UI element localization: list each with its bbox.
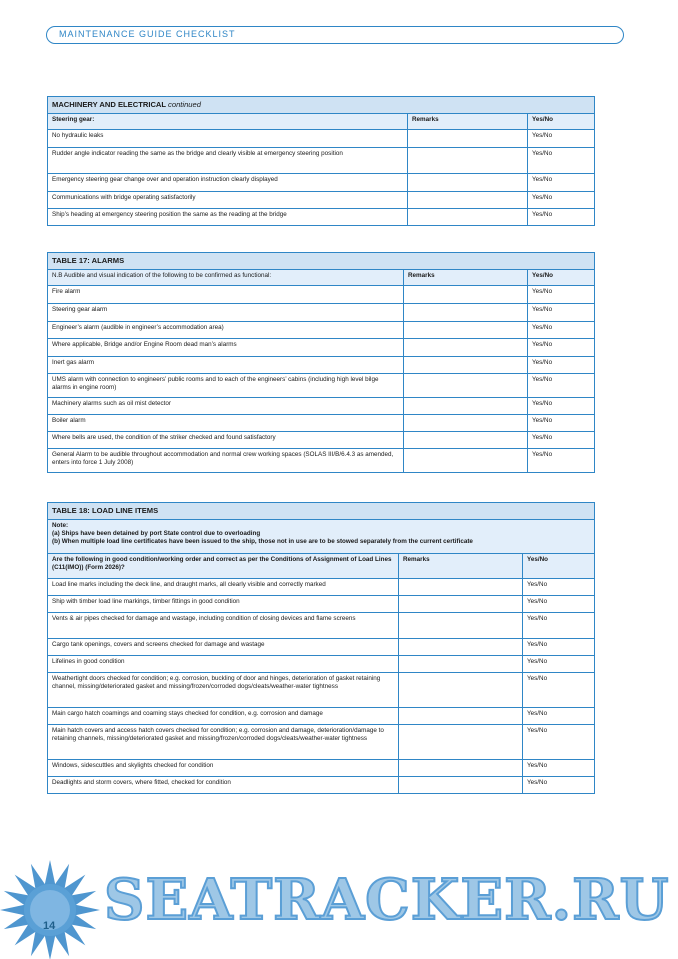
status-cell[interactable]: Yes/No	[528, 174, 595, 192]
item-cell: Weathertight doors checked for condition; e.g. corrosion, buckling of door and hinges, deterioration of gasket retaining channel, missing/deteriorated gasket and missing/frozen/corroded dogs/cleats/weather-water tightness	[48, 673, 399, 708]
item-cell: General Alarm to be audible throughout accommodation and normal crew working spaces (SOLAS III/B/6.4.3 as amended, enters into force 1 July 2008)	[48, 449, 404, 473]
table-row	[48, 398, 595, 415]
page-number: 14	[43, 920, 56, 932]
remarks-cell[interactable]	[399, 673, 523, 708]
alarms-table	[47, 252, 595, 473]
table-row	[48, 415, 595, 432]
status-cell[interactable]: Yes/No	[523, 579, 595, 596]
item-cell: Engineer’s alarm (audible in engineer’s accommodation area)	[48, 322, 404, 339]
item-cell: Deadlights and storm covers, where fitted, checked for condition	[48, 777, 399, 794]
header-title: MAINTENANCE GUIDE CHECKLIST	[59, 29, 236, 39]
item-cell: Ship’s heading at emergency steering position the same as the reading at the bridge	[48, 209, 408, 226]
item-cell: Vents & air pipes checked for damage and wastage, including condition of closing devices and flame screens	[48, 613, 399, 639]
alarms-col-status: Yes/No	[528, 270, 595, 286]
table-row	[48, 374, 595, 398]
remarks-cell[interactable]	[399, 760, 523, 777]
status-cell[interactable]: Yes/No	[528, 398, 595, 415]
status-cell[interactable]: Yes/No	[523, 613, 595, 639]
machinery-col-remarks: Remarks	[408, 114, 528, 130]
alarms-title: TABLE 17: ALARMS	[48, 253, 595, 270]
machinery-header-row	[48, 114, 595, 130]
table-row	[48, 304, 595, 322]
loadline-note	[48, 520, 595, 554]
remarks-cell[interactable]	[399, 639, 523, 656]
table-row	[48, 760, 595, 777]
remarks-cell[interactable]	[408, 174, 528, 192]
item-cell: Where bells are used, the condition of the striker checked and found satisfactory	[48, 432, 404, 449]
loadline-col-item: Are the following in good condition/working order and correct as per the Conditions of Assignment of Load Lines (C11(IMO)) (Form 2026)?	[48, 554, 399, 579]
status-cell[interactable]: Yes/No	[528, 322, 595, 339]
table-row	[48, 579, 595, 596]
status-cell[interactable]: Yes/No	[523, 639, 595, 656]
loadline-header-row	[48, 554, 595, 579]
table-row	[48, 322, 595, 339]
machinery-table	[47, 96, 595, 226]
item-cell: Main hatch covers and access hatch covers checked for condition; e.g. corrosion and damage, deterioration/damage to retaining channels, missing/deteriorated gasket and missing/frozen/corroded dogs/cleats/weather-water tightness	[48, 725, 399, 760]
item-cell: Rudder angle indicator reading the same as the bridge and clearly visible at emergency steering position	[48, 148, 408, 174]
table-row	[48, 130, 595, 148]
remarks-cell[interactable]	[399, 579, 523, 596]
item-cell: Load line marks including the deck line, and draught marks, all clearly visible and correctly marked	[48, 579, 399, 596]
item-cell: Machinery alarms such as oil mist detector	[48, 398, 404, 415]
alarms-col-item: N.B Audible and visual indication of the following to be confirmed as functional:	[48, 270, 404, 286]
status-cell[interactable]: Yes/No	[523, 725, 595, 760]
item-cell: Fire alarm	[48, 286, 404, 304]
item-cell: Cargo tank openings, covers and screens checked for damage and wastage	[48, 639, 399, 656]
item-cell: Where applicable, Bridge and/or Engine Room dead man’s alarms	[48, 339, 404, 357]
table-row	[48, 192, 595, 209]
remarks-cell[interactable]	[404, 286, 528, 304]
remarks-cell[interactable]	[404, 322, 528, 339]
machinery-col-status: Yes/No	[528, 114, 595, 130]
loadline-title-row	[48, 503, 595, 520]
status-cell[interactable]: Yes/No	[528, 286, 595, 304]
item-cell: Main cargo hatch coamings and coaming stays checked for condition, e.g. corrosion and damage	[48, 708, 399, 725]
item-cell: No hydraulic leaks	[48, 130, 408, 148]
loadline-title: TABLE 18: LOAD LINE ITEMS	[48, 503, 595, 520]
status-cell[interactable]: Yes/No	[528, 374, 595, 398]
remarks-cell[interactable]	[399, 596, 523, 613]
remarks-cell[interactable]	[399, 656, 523, 673]
status-cell[interactable]: Yes/No	[528, 339, 595, 357]
item-cell: Windows, sidescuttles and skylights checked for condition	[48, 760, 399, 777]
item-cell: Inert gas alarm	[48, 357, 404, 374]
remarks-cell[interactable]	[399, 708, 523, 725]
machinery-col-item: Steering gear:	[48, 114, 408, 130]
watermark-text: SEATRACKER.RU	[104, 867, 670, 933]
status-cell[interactable]: Yes/No	[528, 449, 595, 473]
table-row	[48, 209, 595, 226]
page-header	[46, 26, 624, 44]
status-cell[interactable]: Yes/No	[528, 304, 595, 322]
table-row	[48, 449, 595, 473]
status-cell[interactable]: Yes/No	[528, 192, 595, 209]
remarks-cell[interactable]	[408, 148, 528, 174]
machinery-title: MACHINERY AND ELECTRICAL continued	[48, 97, 595, 114]
table-row	[48, 596, 595, 613]
machinery-title-suffix: continued	[168, 100, 201, 109]
item-cell: Emergency steering gear change over and operation instruction clearly displayed	[48, 174, 408, 192]
status-cell[interactable]: Yes/No	[528, 415, 595, 432]
table-row	[48, 725, 595, 760]
status-cell[interactable]: Yes/No	[523, 777, 595, 794]
table-row	[48, 639, 595, 656]
table-row	[48, 613, 595, 639]
remarks-cell[interactable]	[404, 415, 528, 432]
alarms-title-row	[48, 253, 595, 270]
item-cell: UMS alarm with connection to engineers’ public rooms and to each of the engineers’ cabins (including high level bilge alarms in engine room)	[48, 374, 404, 398]
remarks-cell[interactable]	[404, 449, 528, 473]
item-cell: Communications with bridge operating satisfactorily	[48, 192, 408, 209]
note-b: (b) When multiple load line certificates have been issued to the ship, those not in use are to be stowed separately from the current certificate	[52, 538, 473, 545]
sunburst-logo-icon	[0, 852, 104, 959]
remarks-cell[interactable]	[404, 398, 528, 415]
remarks-cell[interactable]	[404, 432, 528, 449]
status-cell[interactable]: Yes/No	[523, 656, 595, 673]
table-row	[48, 673, 595, 708]
status-cell[interactable]: Yes/No	[528, 148, 595, 174]
remarks-cell[interactable]	[404, 339, 528, 357]
status-cell[interactable]: Yes/No	[523, 673, 595, 708]
alarms-header-row	[48, 270, 595, 286]
table-row	[48, 777, 595, 794]
item-cell: Ship with timber load line markings, timber fittings in good condition	[48, 596, 399, 613]
table-row	[48, 174, 595, 192]
remarks-cell[interactable]	[399, 613, 523, 639]
remarks-cell[interactable]	[408, 130, 528, 148]
status-cell[interactable]: Yes/No	[528, 130, 595, 148]
table-row	[48, 339, 595, 357]
loadline-note-row	[48, 520, 595, 554]
table-row	[48, 286, 595, 304]
remarks-cell[interactable]	[399, 777, 523, 794]
table-row	[48, 708, 595, 725]
item-cell: Steering gear alarm	[48, 304, 404, 322]
remarks-cell[interactable]	[404, 357, 528, 374]
remarks-cell[interactable]	[404, 304, 528, 322]
loadline-table	[47, 502, 595, 794]
status-cell[interactable]: Yes/No	[523, 760, 595, 777]
note-label: Note:	[52, 522, 69, 529]
loadline-col-status: Yes/No	[523, 554, 595, 579]
table-row	[48, 656, 595, 673]
remarks-cell[interactable]	[408, 209, 528, 226]
table-row	[48, 357, 595, 374]
machinery-title-row	[48, 97, 595, 114]
note-a: (a) Ships have been detained by port State control due to overloading	[52, 530, 261, 537]
table-row	[48, 432, 595, 449]
status-cell[interactable]: Yes/No	[528, 209, 595, 226]
status-cell[interactable]: Yes/No	[523, 596, 595, 613]
loadline-col-remarks: Remarks	[399, 554, 523, 579]
item-cell: Lifelines in good condition	[48, 656, 399, 673]
alarms-col-remarks: Remarks	[404, 270, 528, 286]
table-row	[48, 148, 595, 174]
remarks-cell[interactable]	[408, 192, 528, 209]
status-cell[interactable]: Yes/No	[528, 357, 595, 374]
remarks-cell[interactable]	[404, 374, 528, 398]
item-cell: Boiler alarm	[48, 415, 404, 432]
status-cell[interactable]: Yes/No	[523, 708, 595, 725]
remarks-cell[interactable]	[399, 725, 523, 760]
status-cell[interactable]: Yes/No	[528, 432, 595, 449]
